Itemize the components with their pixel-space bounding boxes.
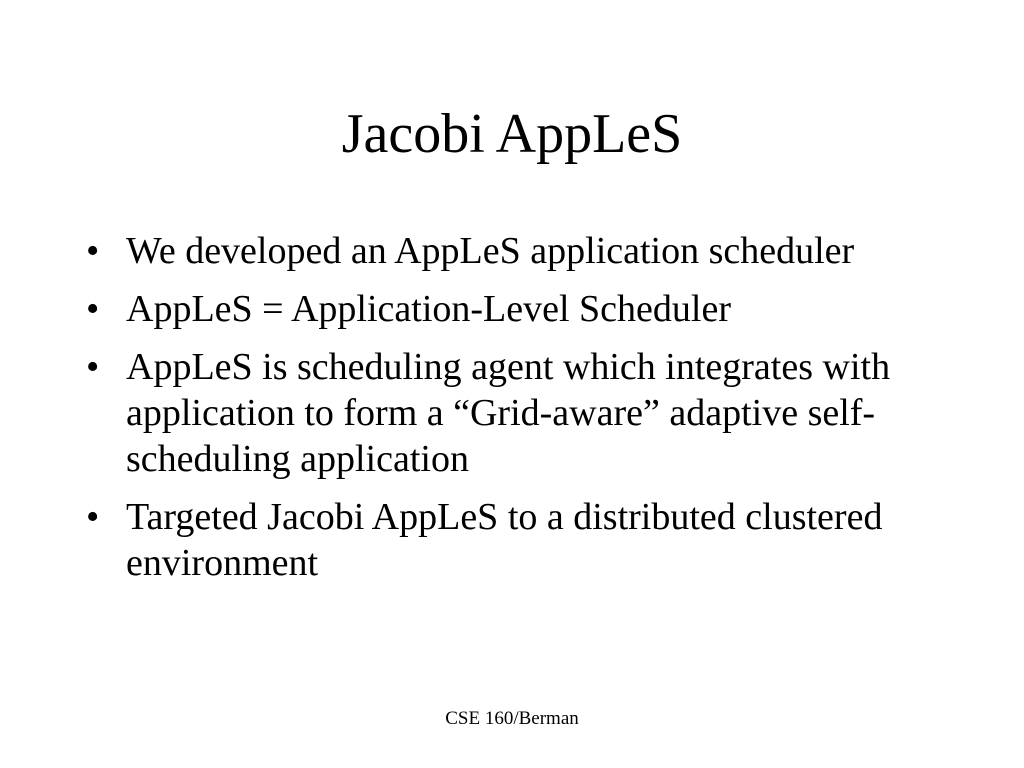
bullet-icon: •: [86, 288, 100, 330]
bullet-item: [86, 286, 946, 332]
bullet-list: [86, 228, 946, 598]
bullet-text: AppLeS is scheduling agent which integrates with application to form a “Grid-aware” adaptive self-scheduling application: [126, 346, 891, 480]
bullet-text: Targeted Jacobi AppLeS to a distributed clustered environment: [126, 496, 883, 584]
bullet-item: [86, 344, 946, 482]
bullet-icon: •: [86, 346, 100, 388]
bullet-icon: •: [86, 230, 100, 272]
bullet-icon: •: [86, 496, 100, 538]
bullet-item: [86, 494, 946, 586]
bullet-text: We developed an AppLeS application scheduler: [126, 230, 855, 272]
slide-footer: CSE 160/Berman: [445, 708, 579, 729]
bullet-item: [86, 228, 946, 274]
bullet-text: AppLeS = Application-Level Scheduler: [126, 288, 731, 330]
slide-title: Jacobi AppLeS: [341, 103, 683, 165]
